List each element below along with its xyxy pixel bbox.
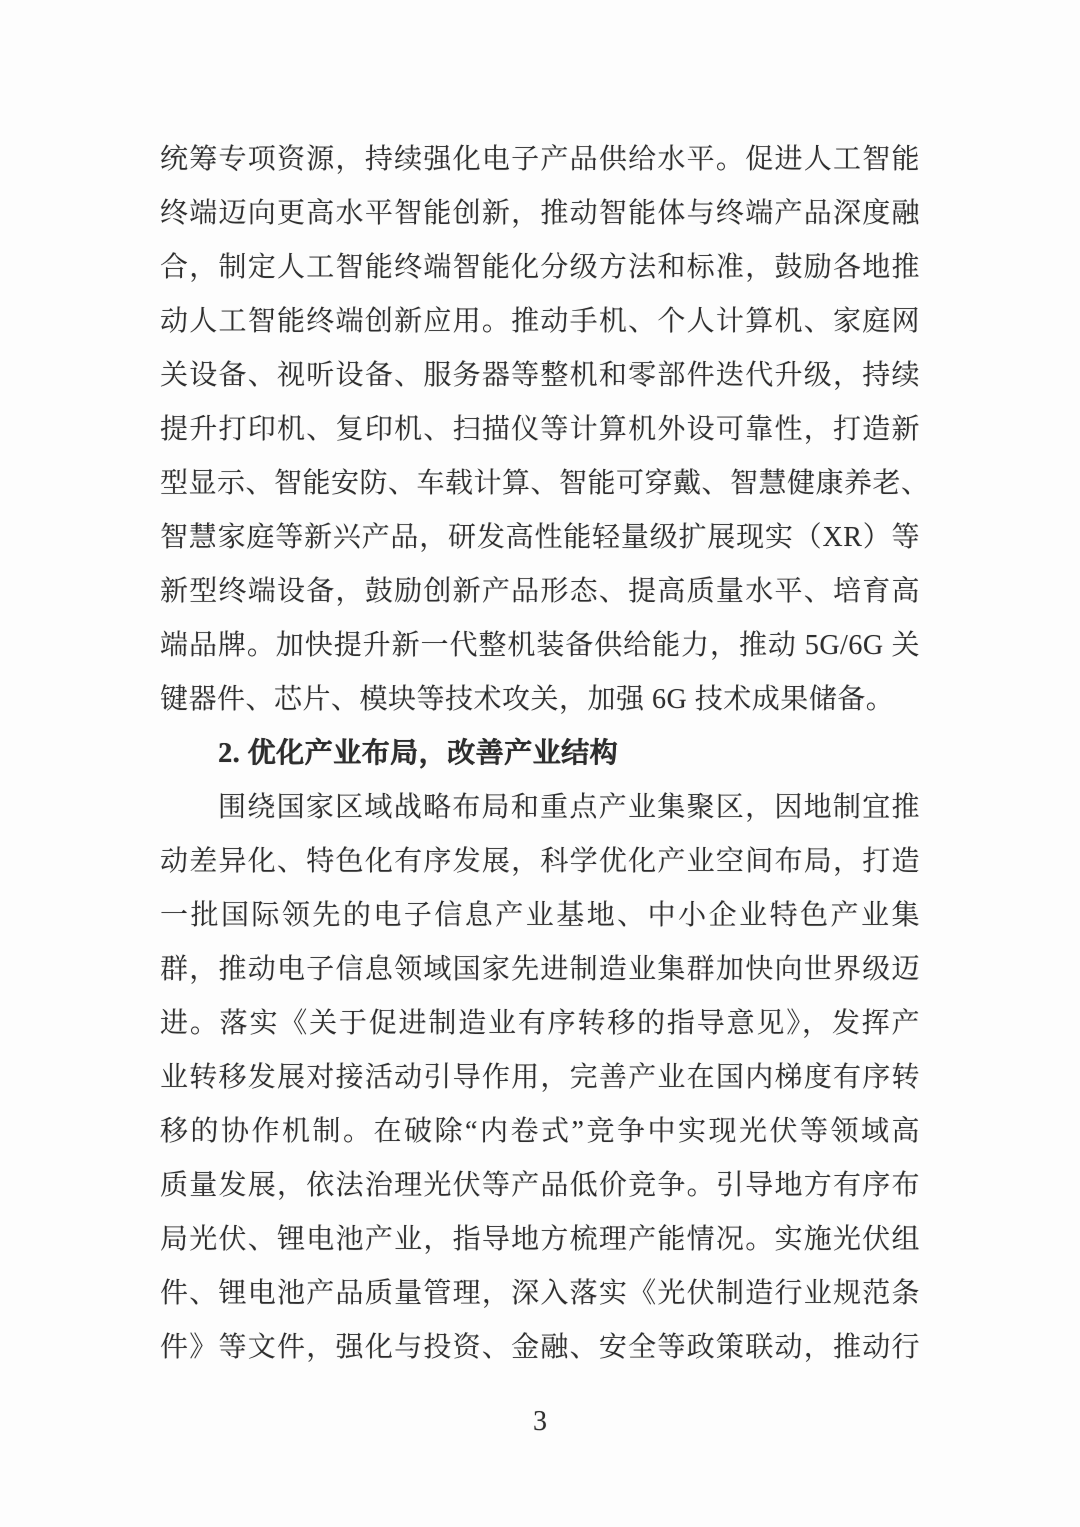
body-line: 业转移发展对接活动引导作用，完善产业在国内梯度有序转 (160, 1062, 920, 1093)
body-line: 件、锂电池产品质量管理，深入落实《光伏制造行业规范条 (160, 1278, 920, 1309)
body-line: 智慧家庭等新兴产品，研发高性能轻量级扩展现实（XR）等 (160, 522, 920, 553)
body-line: 围绕国家区域战略布局和重点产业集聚区，因地制宜推 (218, 792, 920, 823)
body-line: 提升打印机、复印机、扫描仪等计算机外设可靠性，打造新 (160, 414, 920, 445)
body-line: 新型终端设备，鼓励创新产品形态、提高质量水平、培育高 (160, 576, 920, 607)
body-line: 统筹专项资源，持续强化电子产品供给水平。促进人工智能 (160, 144, 920, 175)
body-line: 键器件、芯片、模块等技术攻关，加强 6G 技术成果储备。 (160, 684, 895, 715)
body-line: 一批国际领先的电子信息产业基地、中小企业特色产业集 (160, 900, 920, 931)
document-body (160, 133, 930, 1375)
page-number: 3 (533, 1406, 547, 1437)
body-line: 型显示、智能安防、车载计算、智能可穿戴、智慧健康养老、 (160, 468, 930, 499)
body-line: 端品牌。加快提升新一代整机装备供给能力，推动 5G/6G 关 (160, 630, 920, 661)
body-line: 进。落实《关于促进制造业有序转移的指导意见》，发挥产 (160, 1008, 920, 1039)
section-heading: 2. 优化产业布局，改善产业结构 (218, 738, 619, 769)
body-line: 局光伏、锂电池产业，指导地方梳理产能情况。实施光伏组 (160, 1224, 920, 1255)
body-line: 群，推动电子信息领域国家先进制造业集群加快向世界级迈 (160, 954, 920, 985)
body-line: 移的协作机制。在破除“内卷式”竞争中实现光伏等领域高 (160, 1116, 920, 1147)
body-line: 动差异化、特色化有序发展，科学优化产业空间布局，打造 (160, 846, 920, 877)
body-line: 合，制定人工智能终端智能化分级方法和标准，鼓励各地推 (160, 252, 920, 283)
body-line: 质量发展，依法治理光伏等产品低价竞争。引导地方有序布 (160, 1170, 920, 1201)
body-line: 件》等文件，强化与投资、金融、安全等政策联动，推动行 (160, 1332, 920, 1363)
body-line: 关设备、视听设备、服务器等整机和零部件迭代升级，持续 (160, 360, 920, 391)
body-line: 动人工智能终端创新应用。推动手机、个人计算机、家庭网 (160, 306, 920, 337)
body-line: 终端迈向更高水平智能创新，推动智能体与终端产品深度融 (160, 198, 920, 229)
